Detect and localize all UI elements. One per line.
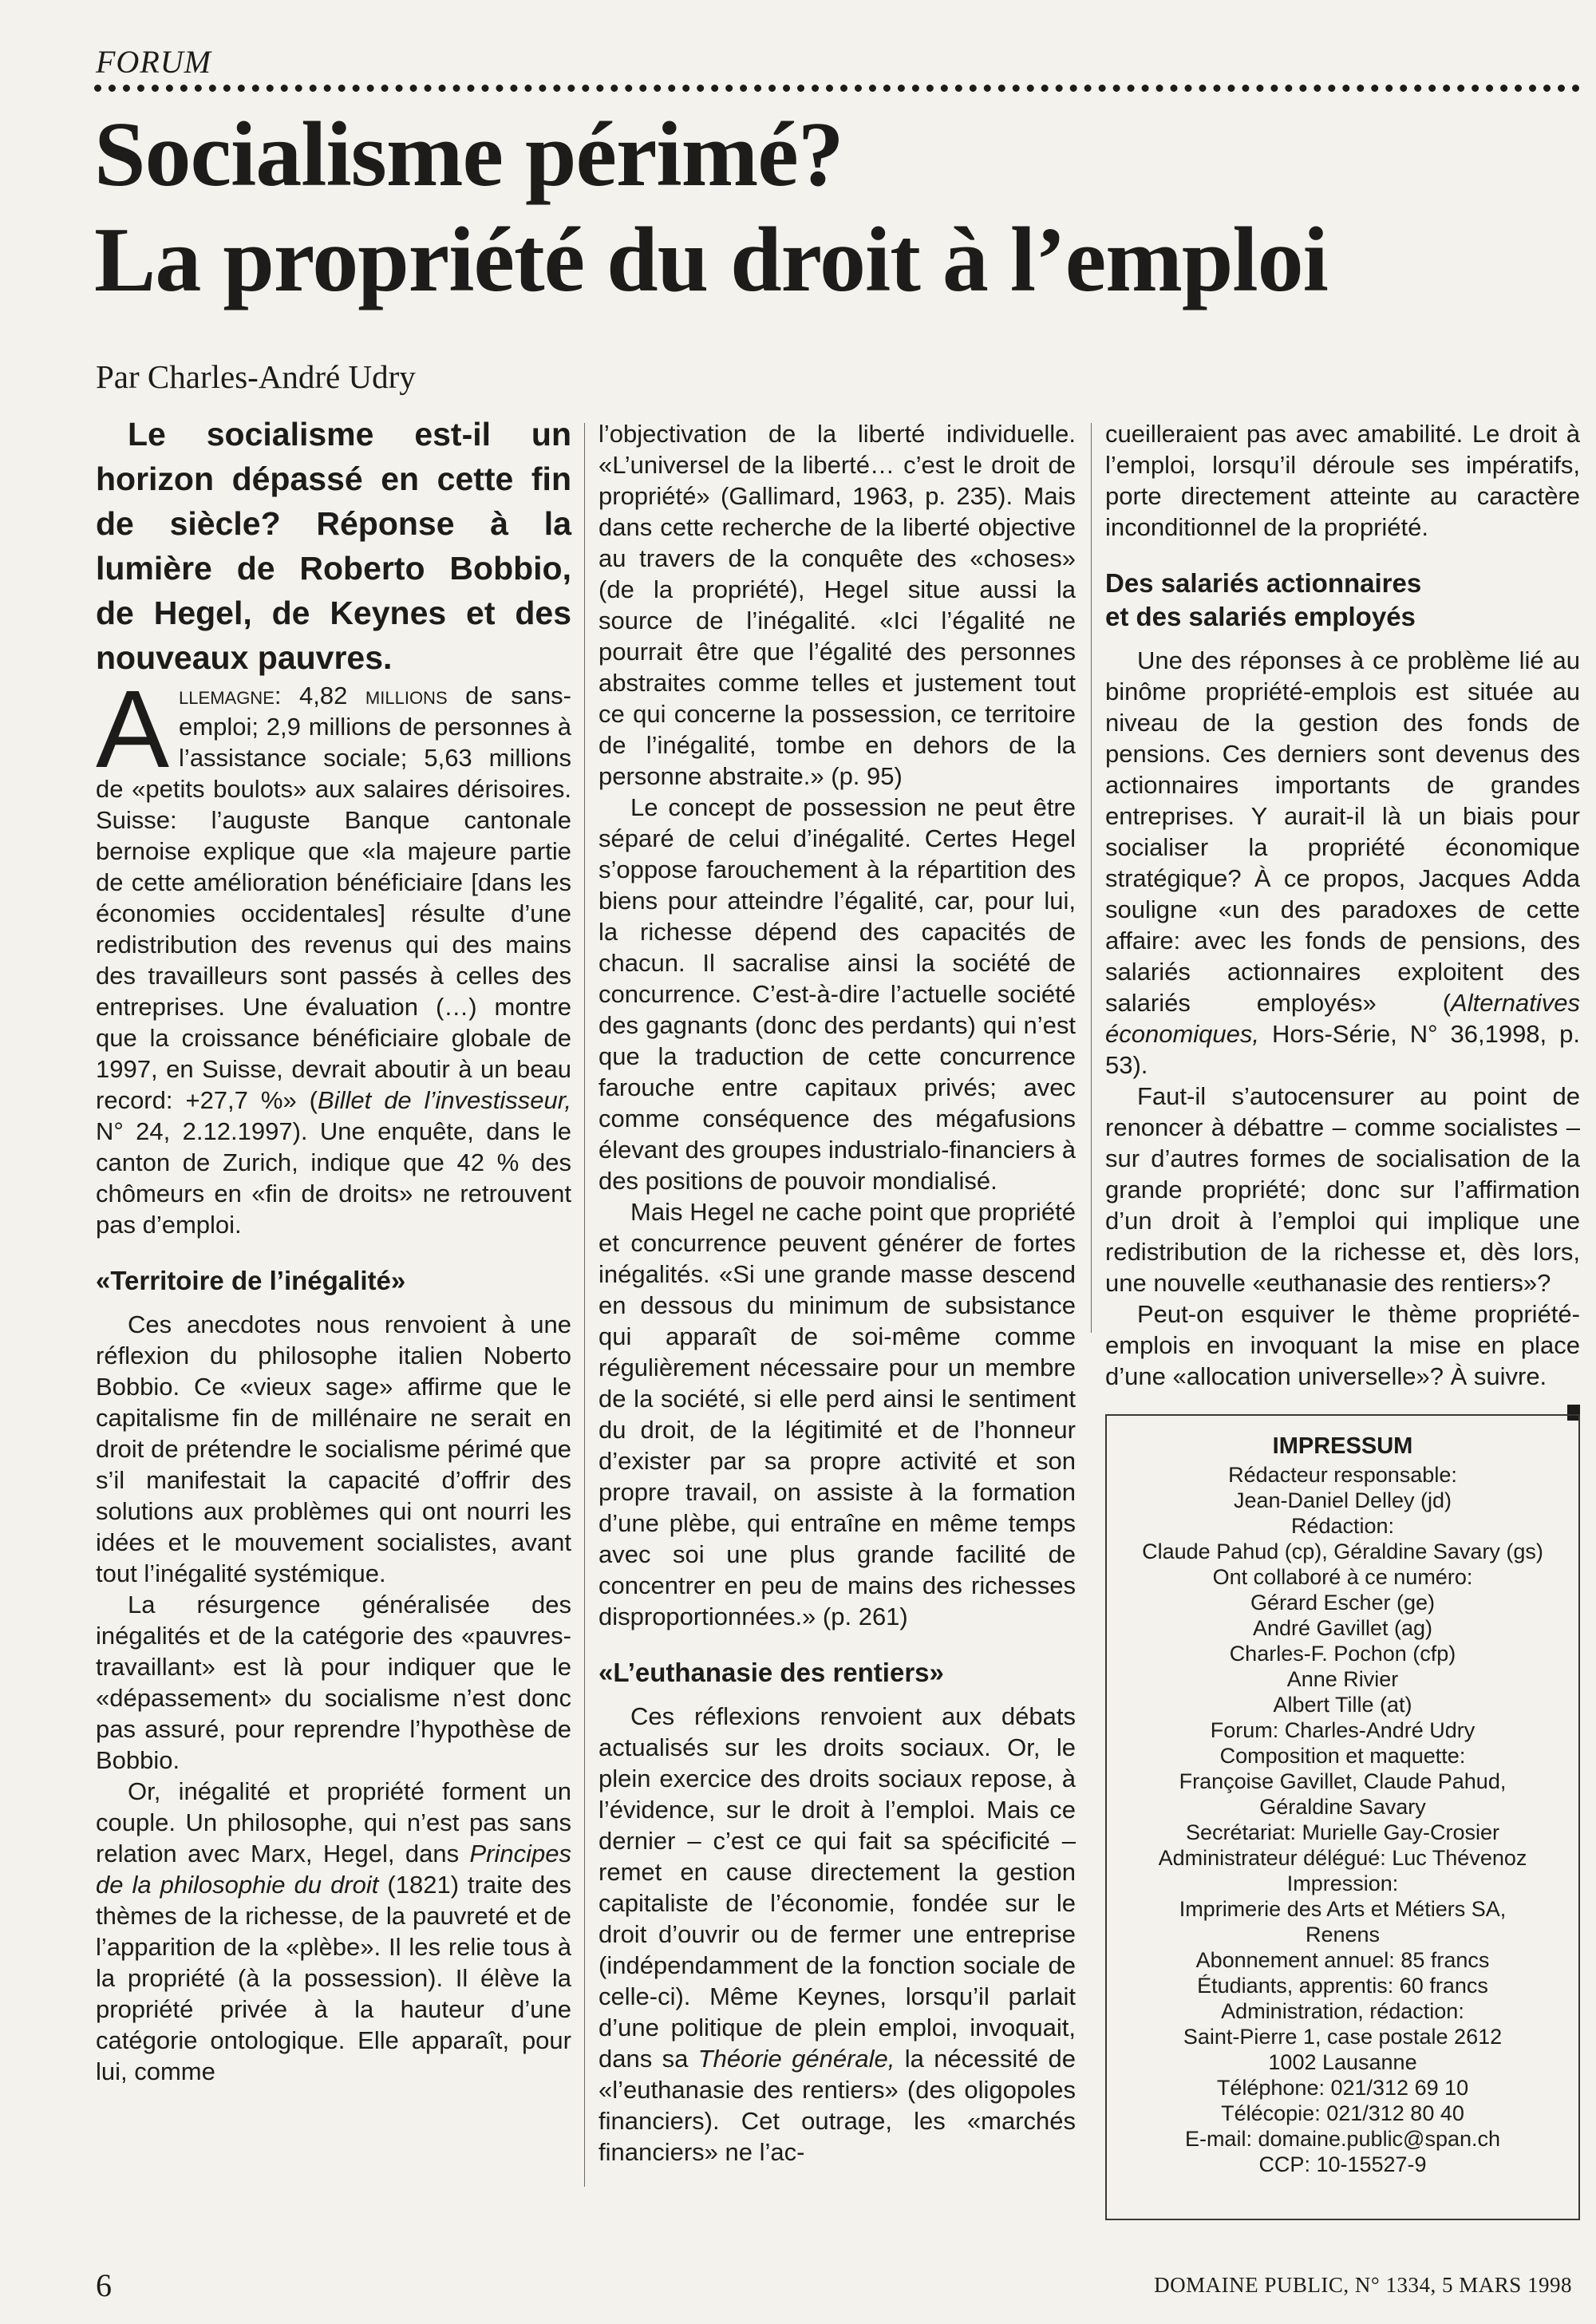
page-number: 6 (96, 2267, 112, 2303)
impressum-line: Charles-F. Pochon (cfp) (1229, 1642, 1456, 1666)
impressum-line: Administration, rédaction: (1221, 1999, 1464, 2023)
impressum-line: Albert Tille (at) (1273, 1693, 1412, 1717)
impressum-line: Gérard Escher (ge) (1250, 1591, 1436, 1615)
paragraph-4 (96, 1776, 571, 2087)
text-run: Une des réponses à ce problème lié au binôme propriété-emplois est située au niveau de la gestion des fonds de pensions. Ces derniers sont devenus des actionnaires importants de grandes entreprises. Y aurait-il là un biais pour socialiser la propriété économique stratégique? À ce propos, Jacques Adda souligne «un des paradoxes de cette affaire: avec les fonds de pensions, des salariés actionnaires exploitent des salariés employés» ( (1105, 646, 1580, 1017)
impressum-line: Ont collaboré à ce numéro: (1212, 1565, 1473, 1589)
impressum-line: Claude Pahud (cp), Géraldine Savary (gs) (1142, 1539, 1543, 1563)
subhead-salaries (1105, 567, 1580, 634)
paragraph-7-continued: cueilleraient pas avec amabilité. Le droit à l’emploi, lorsqu’il déroule ses impératifs, porte directement atteinte au caractère inconditionnel de la propriété. (1105, 420, 1580, 541)
text-run: de sans-emploi; 2,9 millions de personnes à l’assistance sociale; 5,63 millions de «petits boulots» aux salaires dérisoires. Suisse: l’auguste Banque cantonale bernoise explique que «la majeure partie de cette amélioration bénéficiaire [dans les économies occidentales] résulte d’une redistribution des revenus qui des mains des travailleurs sont passés à celles des entreprises. Une évaluation (…) montre que la croissance bénéficiaire globale de 1997, en Suisse, devrait aboutir à un beau record: +27,7 %» ( (96, 682, 571, 1114)
publication-footer: DOMAINE PUBLIC, N° 1334, 5 MARS 1998 (1154, 2273, 1572, 2297)
impressum-line: Anne Rivier (1286, 1667, 1399, 1691)
column-3 (1105, 418, 1580, 1421)
impressum-line: André Gavillet (ag) (1252, 1616, 1433, 1640)
paragraph-3: La résurgence généralisée des inégalités et de la catégorie des «pauvres-travaillant» est là pour indiquer que le «dépassement» du socialisme n’est donc pas assuré, pour reprendre l’hypothèse de Bobbio. (96, 1591, 571, 1774)
column-2 (598, 418, 1076, 2168)
impressum-line: Renens (1305, 1923, 1381, 1947)
impressum-line: Composition et maquette: (1219, 1744, 1466, 1768)
headline-line-2: La propriété du droit à l’emploi (94, 209, 1328, 311)
subhead-euthanasie: «L’euthanasie des rentiers» (598, 1658, 944, 1687)
dotted-rule (94, 85, 1580, 92)
impressum-line: Saint-Pierre 1, case postale 2612 (1183, 2025, 1503, 2049)
impressum-line: Géraldine Savary (1259, 1795, 1426, 1819)
paragraph-1 (96, 668, 572, 1240)
column-1 (96, 412, 571, 2087)
italic-text: Théorie générale, (697, 2045, 895, 2073)
text-run: Ces réflexions renvoient aux débats actualisés sur les droits sociaux. Or, le plein exercice des droits sociaux repose, à l’évidence, sur le droit à l’emploi. Mais ce dernier – c’est ce qui fait sa spécificité – remet en cause directement la gestion capitaliste de l’économie, fondée sur le droit d’ouvrir ou de fermer une entreprise (indépendamment de la fonction sociale de celle-ci). Même Keynes, lorsqu’il parlait d’une politique de plein emploi, invoquait, dans sa (598, 1702, 1076, 2073)
impressum-line: Impression: (1286, 1871, 1399, 1895)
lede: Le socialisme est-il un horizon dépassé en cette fin de siècle? Réponse à la lumière de Roberto Bobbio, de Hegel, de Keynes et des nouveaux pauvres. (96, 416, 571, 676)
paragraph-2: Ces anecdotes nous renvoient à une réflexion du philosophe italien Noberto Bobbio. Ce «vieux sage» affirme que le capitalisme fin de millénaire ne serait en droit de prétendre le socialisme périmé que s’il manifestait la capacité d’offrir des solutions aux problèmes qui ont nourri les idées et le mouvement socialistes, avant tout l’inégalité systémique. (96, 1310, 571, 1587)
italic-text: Alternatives économiques, (1105, 989, 1580, 1048)
text-run: la nécessité de «l’euthanasie des rentiers» (des oligopoles financiers). Cet outrage, les «marchés financiers» ne l’ac- (598, 2045, 1076, 2166)
impressum-line: Jean-Daniel Delley (jd) (1233, 1488, 1452, 1512)
impressum-line: Abonnement annuel: 85 francs (1195, 1948, 1490, 1972)
paragraph-7 (598, 1701, 1076, 2168)
drop-cap: A (96, 668, 170, 791)
byline: Par Charles-André Udry (96, 358, 416, 395)
section-label: FORUM (96, 44, 211, 80)
small-caps-text: millions (365, 682, 448, 709)
text-run: (1821) traite des thèmes de la richesse, de la pauvreté et de l’apparition de la «plèbe». Il les relie tous à la propriété (à la possession). Il élève la propriété privée à la hauteur d’une catégorie ontologique. Elle apparaît, pour lui, comme (96, 1871, 571, 2085)
paragraph-6: Mais Hegel ne cache point que propriété et concurrence peuvent générer de fortes inégalités. «Si une grande masse descend en dessous du minimum de subsistance qui apparaît de soi-même comme régulièrement nécessaire pour un membre de la société, si elle perd ainsi le sentiment du droit, de la légitimité et de l’honneur d’exister par sa propre activité et son propre travail, on assiste à la formation d’une plèbe, qui entraîne en même temps avec soi une plus grande facilité de concentrer en peu de mains des richesses disproportionnées.» (p. 261) (598, 1198, 1076, 1630)
paragraph-5: Le concept de possession ne peut être séparé de celui d’inégalité. Certes Hegel s’oppose farouchement à la répartition des biens pour atteindre l’égalité, car, pour lui, la richesse dépend des capacités de chacun. Il sacralise ainsi la société de concurrence. C’est-à-dire l’actuelle société des gagnants (donc des perdants) qui n’est que la traduction de cette concurrence farouche entre capitaux privés; avec comme conséquence des mégafusions élevant des groupes industrialo-financiers à des positions de pouvoir mondialisé. (598, 793, 1076, 1195)
subhead-territoire: «Territoire de l’inégalité» (96, 1266, 406, 1295)
impressum-line: Rédacteur responsable: (1228, 1463, 1457, 1487)
paragraph-8 (1105, 645, 1580, 1081)
text-run: Or, inégalité et propriété forment un couple. Un philosophe, qui n’est pas sans relation avec Marx, Hegel, dans (96, 1777, 571, 1868)
impressum-line: Secrétariat: Murielle Gay-Crosier (1185, 1820, 1500, 1844)
impressum-line: Administrateur délégué: Luc Thévenoz (1158, 1846, 1527, 1870)
impressum-title: IMPRESSUM (1272, 1433, 1413, 1459)
paragraph-9: Faut-il s’autocensurer au point de renoncer à débattre – comme socialistes – sur d’autres formes de socialisation de la grande propriété; donc sur l’affirmation d’un droit à l’emploi qui implique une redistribution de la richesse et, dès lors, une nouvelle «euthanasie des rentiers»? (1105, 1082, 1580, 1297)
impressum-line: 1002 Lausanne (1268, 2050, 1417, 2074)
impressum-lines (1107, 1462, 1578, 2177)
impressum-box (1105, 1414, 1580, 2220)
italic-text: Principes de la philosophie du droit (96, 1840, 571, 1899)
impressum-line: CCP: 10-15527-9 (1258, 2152, 1427, 2176)
headline-line-1: Socialisme périmé? (94, 104, 843, 206)
text-run: : 4,82 (274, 682, 365, 709)
impressum-line: Téléphone: 021/312 69 10 (1216, 2076, 1469, 2100)
impressum-line: Françoise Gavillet, Claude Pahud, (1179, 1769, 1507, 1793)
impressum-line: Télécopie: 021/312 80 40 (1221, 2101, 1464, 2125)
impressum-line: Imprimerie des Arts et Métiers SA, (1179, 1897, 1507, 1921)
impressum-line: Étudiants, apprentis: 60 francs (1197, 1974, 1488, 1998)
impressum-line: Forum: Charles-André Udry (1210, 1718, 1476, 1742)
impressum-line[interactable]: E-mail: domaine.public@span.ch (1184, 2127, 1501, 2151)
paragraph-10: Peut-on esquiver le thème propriété-emplois en invoquant la mise en place d’une «allocation universelle»? À suivre. (1105, 1300, 1580, 1390)
paragraph-4-continued: l’objectivation de la liberté individuelle. «L’universel de la liberté… c’est le droit de propriété» (Gallimard, 1963, p. 235). Mais dans cette recherche de la liberté objective au travers de la conquête des «choses» (de la propriété), Hegel situe aussi la source de l’inégalité. «Ici l’égalité ne pourrait être que l’égalité des personnes abstraites comme telles et justement tout ce qui concerne la possession, ce territoire de l’inégalité, tombe en dehors de la personne abstraite.» (p. 95) (598, 420, 1076, 790)
text-run: Hors-Série, N° 36,1998, p. 53). (1105, 1020, 1580, 1079)
subhead-line-2: et des salariés employés (1105, 602, 1416, 631)
small-caps-text: llemagne (179, 682, 275, 709)
impressum-line: Rédaction: (1290, 1514, 1395, 1538)
subhead-line-1: Des salariés actionnaires (1105, 568, 1422, 598)
headline (94, 102, 1578, 313)
italic-text: Billet de l’investisseur, (318, 1086, 572, 1114)
text-run: N° 24, 2.12.1997). Une enquête, dans le canton de Zurich, indique que 42 % des chômeurs en «fin de droits» ne retrouvent pas d’emploi. (96, 1117, 571, 1239)
